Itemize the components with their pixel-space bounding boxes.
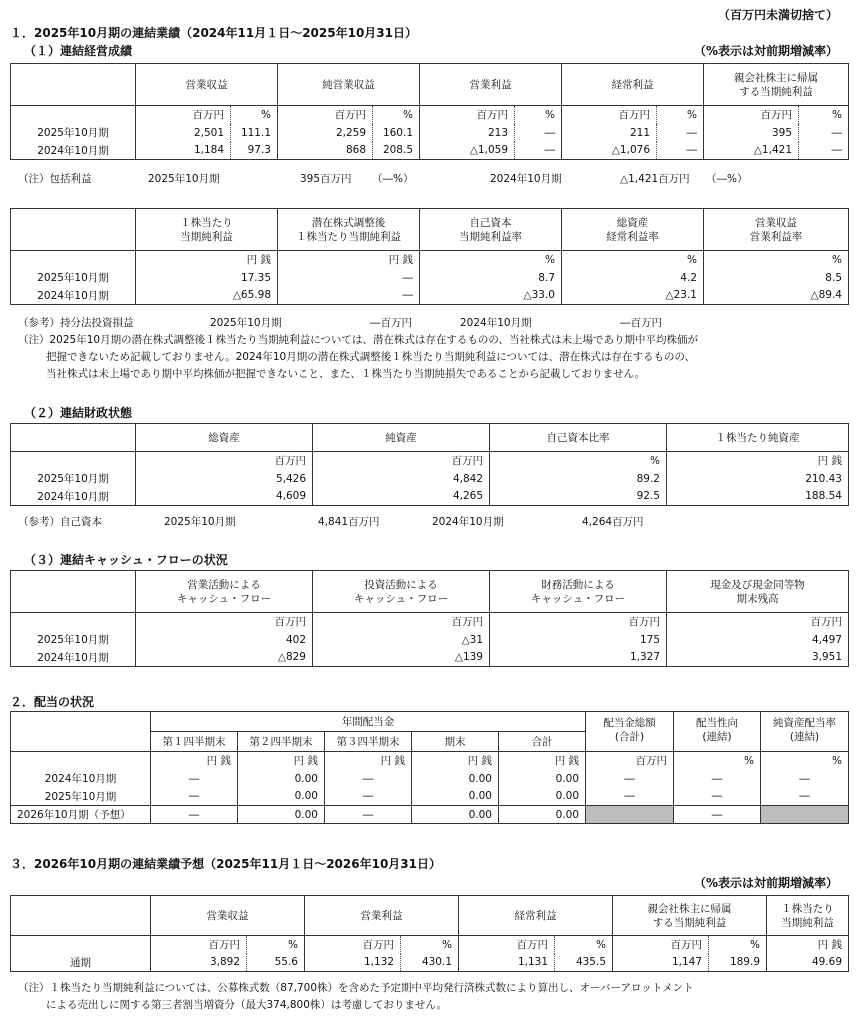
unit-cell: % xyxy=(490,452,667,470)
value-cell: 17.35 xyxy=(136,269,278,287)
eq-period-2025: 2025年10月期 xyxy=(164,516,236,528)
row-label: 2025年10月期 xyxy=(11,788,151,806)
value-cell: 4,609 xyxy=(136,488,313,506)
unit-cell: % xyxy=(401,936,459,954)
value-cell: 92.5 xyxy=(490,488,667,506)
value-cell: 395 xyxy=(704,124,799,142)
unit-cell: % xyxy=(555,936,613,954)
value-cell: 0.00 xyxy=(412,788,499,806)
column-header: 自己資本 当期純利益率 xyxy=(420,209,562,251)
corner-cell xyxy=(11,209,136,251)
label-cell xyxy=(11,452,136,470)
value-cell: 49.69 xyxy=(767,954,849,972)
value-cell: 0.00 xyxy=(412,770,499,788)
column-header: 営業活動による キャッシュ・フロー xyxy=(136,571,313,613)
unit-cell: 円 銭 xyxy=(325,752,412,770)
column-header: 配当性向 (連結) xyxy=(674,712,761,752)
unit-cell: % xyxy=(231,106,278,124)
value-cell: ― xyxy=(657,124,704,142)
value-cell: △65.98 xyxy=(136,287,278,305)
unit-cell: % xyxy=(562,251,704,269)
value-cell: 0.00 xyxy=(238,788,325,806)
unit-cell: 百万円 xyxy=(586,752,674,770)
quarter-header: 第１四半期末 xyxy=(151,732,238,752)
unit-cell: 百万円 xyxy=(667,613,849,631)
table-row xyxy=(11,269,849,287)
table-row xyxy=(11,806,849,824)
pct-note: （%表示は対前期増減率） xyxy=(693,44,838,58)
value-cell: ― xyxy=(325,788,412,806)
value-cell: 0.00 xyxy=(412,806,499,824)
value-cell: ― xyxy=(799,124,849,142)
column-header: 純営業収益 xyxy=(278,64,420,106)
unit-note: （百万円未満切捨て） xyxy=(717,8,838,22)
value-cell: 5,426 xyxy=(136,470,313,488)
equity-label: （参考）自己資本 xyxy=(18,516,102,528)
table-row xyxy=(11,470,849,488)
value-cell: ― xyxy=(761,770,849,788)
value-cell: 97.3 xyxy=(231,142,278,160)
value-cell: 0.00 xyxy=(238,806,325,824)
row-label: 2025年10月期 xyxy=(11,269,136,287)
forecast-note-line1: （注）１株当たり当期純利益については、公募株式数（87,700株）を含めた予定期中平均発行済株式数により算出し、オーバーアロットメント xyxy=(18,982,694,994)
quarter-header: 期末 xyxy=(412,732,499,752)
forecast-table xyxy=(10,895,849,972)
value-cell: △829 xyxy=(136,649,313,667)
value-cell: 210.43 xyxy=(667,470,849,488)
diluted-note-line3: 当社株式は未上場であり期中平均株価が把握できないこと、また、１株当たり当期純損失であることから記載しておりません。 xyxy=(46,368,646,380)
value-cell: 868 xyxy=(278,142,373,160)
label-cell xyxy=(11,106,136,124)
eq-value-2025: 4,841百万円 xyxy=(318,516,380,528)
unit-cell: 円 銭 xyxy=(278,251,420,269)
table-row xyxy=(11,649,849,667)
table-row xyxy=(11,770,849,788)
unit-cell: 円 銭 xyxy=(767,936,849,954)
row-label: 通期 xyxy=(11,954,151,972)
value-cell: ― xyxy=(674,788,761,806)
table-row xyxy=(11,631,849,649)
column-header: 投資活動による キャッシュ・フロー xyxy=(313,571,490,613)
unit-cell: % xyxy=(420,251,562,269)
label-cell xyxy=(11,752,151,770)
value-cell: ― xyxy=(515,124,562,142)
column-header: 経常利益 xyxy=(562,64,704,106)
corner-cell xyxy=(11,712,151,752)
unit-cell: % xyxy=(709,936,767,954)
unit-cell: 百万円 xyxy=(459,936,555,954)
em-value-2025: ―百万円 xyxy=(370,317,412,329)
value-cell: 175 xyxy=(490,631,667,649)
value-cell: 4,497 xyxy=(667,631,849,649)
column-header: １株当たり純資産 xyxy=(667,424,849,452)
ci-pct-2025: （―%） xyxy=(372,173,414,185)
label-cell xyxy=(11,613,136,631)
column-header: 現金及び現金同等物 期末残高 xyxy=(667,571,849,613)
row-label: 2024年10月期 xyxy=(11,649,136,667)
value-cell: 8.7 xyxy=(420,269,562,287)
column-header: １株当たり 当期純利益 xyxy=(767,896,849,936)
unit-cell: 円 銭 xyxy=(136,251,278,269)
value-cell: 1,327 xyxy=(490,649,667,667)
table-row xyxy=(11,124,849,142)
value-cell: 89.2 xyxy=(490,470,667,488)
value-cell: 213 xyxy=(420,124,515,142)
value-cell: 430.1 xyxy=(401,954,459,972)
column-header: 営業利益 xyxy=(420,64,562,106)
eq-period-2024: 2024年10月期 xyxy=(432,516,504,528)
column-header: 純資産配当率 (連結) xyxy=(761,712,849,752)
ci-value-2024: △1,421百万円 xyxy=(620,173,690,185)
column-header: 営業利益 xyxy=(305,896,459,936)
quarter-header: 合計 xyxy=(499,732,586,752)
column-header: 営業収益 xyxy=(151,896,305,936)
section3-title: ３．2026年10月期の連結業績予想（2025年11月１日～2026年10月31日） xyxy=(10,857,441,871)
column-header: 潜在株式調整後 １株当たり当期純利益 xyxy=(278,209,420,251)
column-header: 財務活動による キャッシュ・フロー xyxy=(490,571,667,613)
corner-cell xyxy=(11,896,151,936)
unit-cell: % xyxy=(704,251,849,269)
value-cell: ― xyxy=(278,269,420,287)
value-cell: △33.0 xyxy=(420,287,562,305)
value-cell: 1,147 xyxy=(613,954,709,972)
row-label: 2024年10月期 xyxy=(11,770,151,788)
row-label: 2024年10月期 xyxy=(11,287,136,305)
section2-title: ２．配当の状況 xyxy=(10,695,95,709)
unit-cell: 百万円 xyxy=(313,613,490,631)
operating-results-table xyxy=(10,63,849,160)
em-period-2025: 2025年10月期 xyxy=(210,317,282,329)
value-cell: △23.1 xyxy=(562,287,704,305)
equity-method-label: （参考）持分法投資損益 xyxy=(18,317,134,329)
em-period-2024: 2024年10月期 xyxy=(460,317,532,329)
forecast-note-line2: による売出しに関する第三者割当増資分（最大374,800株）は考慮しておりません。 xyxy=(46,999,448,1011)
value-cell: ― xyxy=(799,142,849,160)
unit-cell: 百万円 xyxy=(151,936,247,954)
value-cell: △1,076 xyxy=(562,142,657,160)
unit-cell: 百万円 xyxy=(704,106,799,124)
value-cell: ― xyxy=(674,770,761,788)
row-label: 2024年10月期 xyxy=(11,488,136,506)
value-cell: ― xyxy=(278,287,420,305)
ci-pct-2024: （―%） xyxy=(706,173,748,185)
unit-cell: 円 銭 xyxy=(151,752,238,770)
unit-cell: 円 銭 xyxy=(499,752,586,770)
financial-position-table xyxy=(10,423,849,506)
value-cell: 3,892 xyxy=(151,954,247,972)
unit-cell: % xyxy=(674,752,761,770)
section1-title: １．2025年10月期の連結業績（2024年11月１日～2025年10月31日） xyxy=(10,26,417,40)
table-row xyxy=(11,788,849,806)
value-cell: ― xyxy=(674,806,761,824)
corner-cell xyxy=(11,64,136,106)
per-share-table xyxy=(10,208,849,305)
table-row xyxy=(11,488,849,506)
value-cell: ― xyxy=(515,142,562,160)
value-cell: 189.9 xyxy=(709,954,767,972)
cash-flow-table xyxy=(10,570,849,667)
column-header: 総資産 経常利益率 xyxy=(562,209,704,251)
column-header: 親会社株主に帰属 する当期純利益 xyxy=(704,64,849,106)
value-cell: 3,951 xyxy=(667,649,849,667)
value-cell: 208.5 xyxy=(373,142,420,160)
unit-cell: 百万円 xyxy=(562,106,657,124)
value-cell: ― xyxy=(151,788,238,806)
row-label: 2025年10月期 xyxy=(11,470,136,488)
value-cell: △1,059 xyxy=(420,142,515,160)
unit-cell: 百万円 xyxy=(136,106,231,124)
value-cell: 4,265 xyxy=(313,488,490,506)
unit-cell: 百万円 xyxy=(313,452,490,470)
value-cell: ― xyxy=(586,770,674,788)
diluted-note-line2: 把握できないため記載しておりません。2024年10月期の潜在株式調整後１株当たり当期純利益については、潜在株式は存在するものの、 xyxy=(46,351,696,363)
column-header: １株当たり 当期純利益 xyxy=(136,209,278,251)
unit-cell: 百万円 xyxy=(490,613,667,631)
forecast-pct-note: （%表示は対前期増減率） xyxy=(693,876,838,890)
column-header: 自己資本比率 xyxy=(490,424,667,452)
unit-cell: 百万円 xyxy=(420,106,515,124)
value-cell: 435.5 xyxy=(555,954,613,972)
value-cell: ― xyxy=(761,788,849,806)
value-cell: △139 xyxy=(313,649,490,667)
label-cell xyxy=(11,936,151,954)
column-header: 総資産 xyxy=(136,424,313,452)
sub2-title: （２）連結財政状態 xyxy=(24,406,133,420)
value-cell: ― xyxy=(586,788,674,806)
value-cell: 4.2 xyxy=(562,269,704,287)
table-row xyxy=(11,142,849,160)
row-label: 2025年10月期 xyxy=(11,631,136,649)
comprehensive-income-label: （注）包括利益 xyxy=(18,173,92,185)
unit-cell: 百万円 xyxy=(136,452,313,470)
dividend-table xyxy=(10,711,849,824)
row-label: 2026年10月期（予想） xyxy=(11,806,151,824)
value-cell xyxy=(761,806,849,824)
value-cell: 55.6 xyxy=(247,954,305,972)
value-cell: ― xyxy=(657,142,704,160)
value-cell xyxy=(586,806,674,824)
column-header: 親会社株主に帰属 する当期純利益 xyxy=(613,896,767,936)
value-cell: 1,131 xyxy=(459,954,555,972)
unit-cell: 百万円 xyxy=(613,936,709,954)
quarter-header: 第２四半期末 xyxy=(238,732,325,752)
value-cell: 4,842 xyxy=(313,470,490,488)
unit-cell: 百万円 xyxy=(278,106,373,124)
value-cell: 2,259 xyxy=(278,124,373,142)
diluted-note-line1: （注）2025年10月期の潜在株式調整後１株当たり当期純利益については、潜在株式は存在するものの、当社株式は未上場であり期中平均株価が xyxy=(18,334,698,346)
value-cell: 111.1 xyxy=(231,124,278,142)
unit-cell: % xyxy=(373,106,420,124)
column-header: 営業収益 xyxy=(136,64,278,106)
annual-dividend-header: 年間配当金 xyxy=(151,712,586,732)
value-cell: 1,132 xyxy=(305,954,401,972)
row-label: 2025年10月期 xyxy=(11,124,136,142)
value-cell: ― xyxy=(151,806,238,824)
value-cell: 0.00 xyxy=(499,788,586,806)
value-cell: 0.00 xyxy=(499,770,586,788)
ci-value-2025: 395百万円 xyxy=(300,173,352,185)
value-cell: ― xyxy=(325,806,412,824)
column-header: 営業収益 営業利益率 xyxy=(704,209,849,251)
value-cell: 402 xyxy=(136,631,313,649)
ci-period-2024: 2024年10月期 xyxy=(490,173,562,185)
column-header: 純資産 xyxy=(313,424,490,452)
value-cell: 1,184 xyxy=(136,142,231,160)
value-cell: 188.54 xyxy=(667,488,849,506)
unit-cell: % xyxy=(761,752,849,770)
unit-cell: 円 銭 xyxy=(412,752,499,770)
quarter-header: 第３四半期末 xyxy=(325,732,412,752)
value-cell: ― xyxy=(325,770,412,788)
value-cell: △1,421 xyxy=(704,142,799,160)
unit-cell: 円 銭 xyxy=(667,452,849,470)
value-cell: 8.5 xyxy=(704,269,849,287)
column-header: 経常利益 xyxy=(459,896,613,936)
column-header: 配当金総額 (合計) xyxy=(586,712,674,752)
sub1-title: （１）連結経営成績 xyxy=(24,44,133,58)
value-cell: 0.00 xyxy=(499,806,586,824)
unit-cell: % xyxy=(657,106,704,124)
ci-period-2025: 2025年10月期 xyxy=(148,173,220,185)
corner-cell xyxy=(11,571,136,613)
unit-cell: % xyxy=(247,936,305,954)
unit-cell: % xyxy=(515,106,562,124)
unit-cell: 百万円 xyxy=(305,936,401,954)
value-cell: 160.1 xyxy=(373,124,420,142)
value-cell: 2,501 xyxy=(136,124,231,142)
unit-cell: 百万円 xyxy=(136,613,313,631)
label-cell xyxy=(11,251,136,269)
em-value-2024: ―百万円 xyxy=(620,317,662,329)
unit-cell: 円 銭 xyxy=(238,752,325,770)
value-cell: 0.00 xyxy=(238,770,325,788)
value-cell: △89.4 xyxy=(704,287,849,305)
corner-cell xyxy=(11,424,136,452)
value-cell: △31 xyxy=(313,631,490,649)
eq-value-2024: 4,264百万円 xyxy=(582,516,644,528)
table-row xyxy=(11,954,849,972)
value-cell: ― xyxy=(151,770,238,788)
sub3-title: （３）連結キャッシュ・フローの状況 xyxy=(24,553,228,567)
table-row xyxy=(11,287,849,305)
unit-cell: % xyxy=(799,106,849,124)
row-label: 2024年10月期 xyxy=(11,142,136,160)
value-cell: 211 xyxy=(562,124,657,142)
